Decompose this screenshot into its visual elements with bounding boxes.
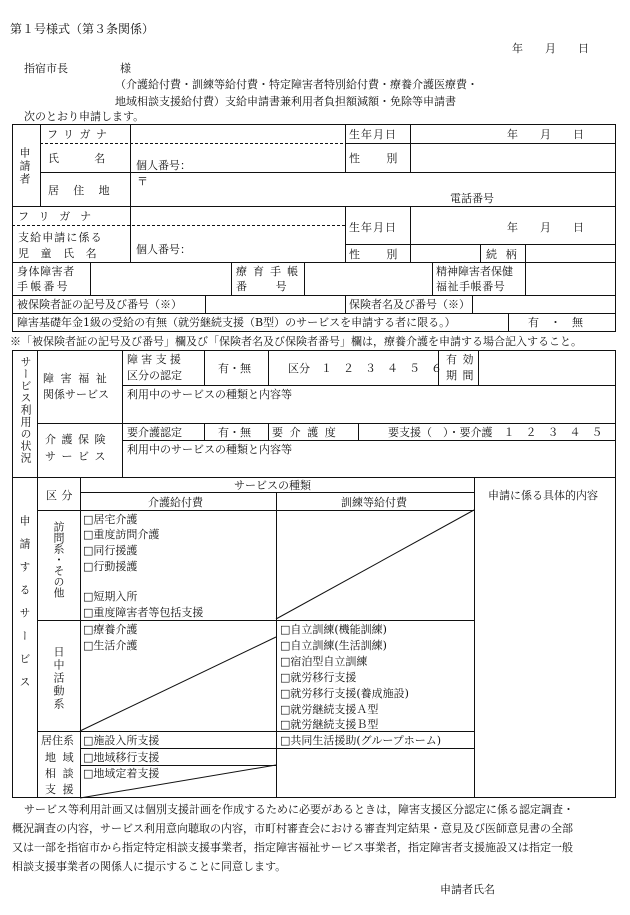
details-header: 申請に係る具体的内容 — [488, 489, 598, 502]
physical-handbook-label-2: 手帳番号 — [17, 280, 70, 293]
applicant-my-number-label: 個人番号： — [136, 159, 191, 172]
child-furigana-label: フリガナ — [18, 210, 102, 223]
support-level-cert-label-1: 障害支援 — [127, 353, 185, 366]
mental-handbook-label-2: 福祉手帳番号 — [436, 280, 506, 293]
nitchu-kunren-keizoku-b[interactable]: □就労継続支援Ｂ型 — [280, 718, 379, 731]
category-header: 区分 — [46, 489, 77, 502]
kyoju-label: 居住系 — [41, 734, 74, 747]
service-type-header: サービスの種類 — [234, 479, 311, 492]
postal-mark: 〒 — [137, 175, 148, 188]
kyoju-item-group-home[interactable]: □共同生活援助(グループホーム) — [280, 734, 442, 747]
valid-period-label-2: 期間 — [446, 369, 479, 382]
form-title-line2: 地域相談支援給付費）支給申請書兼利用者負担額減額・免除等申請書 — [115, 95, 456, 108]
addressee-honorific: 様 — [120, 62, 131, 75]
care-levels[interactable]: 要支援（ ）・要介護 １ ２ ３ ４ ５ — [388, 426, 603, 439]
pension-question: 障害基礎年金1級の受給の有無（就労継続支援（B型）のサービスを申請する者に限る。） — [17, 316, 456, 329]
support-level-cert-label-2: 区分の認定 — [127, 369, 182, 382]
insurer-number-label: 保険者名及び番号（※） — [349, 298, 470, 311]
care-current-services: 利用中のサービスの種類と内容等 — [127, 443, 292, 456]
houmon-item-kyotaku[interactable]: □居宅介護 — [83, 513, 138, 526]
applicant-birthdate-value[interactable]: 年 月 日 — [507, 128, 584, 141]
intro-text: 次のとおり申請します。 — [24, 110, 145, 123]
support-level-yes-no[interactable]: 有・無 — [218, 362, 251, 375]
welfare-service-label-2: 関係サービス — [43, 388, 109, 401]
child-birthdate-label: 生年月日 — [349, 221, 397, 234]
nitchu-item-ryoyo[interactable]: □療養介護 — [83, 623, 138, 636]
child-birthdate-value[interactable]: 年 月 日 — [507, 221, 584, 234]
applicant-birthdate-label: 生年月日 — [349, 128, 397, 141]
child-label-line2: 児童氏名 — [18, 247, 109, 260]
physical-handbook-label-1: 身体障害者 — [17, 265, 75, 278]
chiiki-label-1: 地域 — [45, 751, 81, 764]
valid-period-label-1: 有効 — [446, 353, 479, 366]
usage-section-label: サービス利用の状況 — [19, 356, 32, 464]
kunren-header: 訓練等給付費 — [341, 496, 407, 509]
nitchu-item-seikatsu[interactable]: □生活介護 — [83, 639, 138, 652]
note-text: ※「被保険者証の記号及び番号」欄及び「保険者名及び保険者番号」欄は，療養介護を申請する場合記入すること。 — [10, 335, 582, 348]
kyoju-item-shisetsu[interactable]: □施設入所支援 — [83, 734, 160, 747]
care-insurance-label-2: サービス — [45, 450, 111, 463]
care-cert-label: 要介護認定 — [127, 426, 182, 439]
nitchu-kunren-shukuhaku[interactable]: □宿泊型自立訓練 — [280, 655, 368, 668]
applicant-name-label: 氏名 — [48, 152, 141, 165]
consent-line-1: サービス等利用計画又は個別支援計画を作成するために必要があるときは，障害支援区分認定に係る認定調査・ — [24, 803, 574, 816]
mental-handbook-label-1: 精神障害者保健 — [436, 265, 513, 278]
form-title-line1: （介護給付費・訓練等給付費・特定障害者特別給付費・療養介護医療費・ — [115, 78, 478, 91]
header-date: 年 月 日 — [512, 42, 589, 55]
care-level-label: 要介護度 — [272, 426, 343, 439]
phone-label: 電話番号 — [450, 192, 494, 205]
request-section-label: 申請するサービス — [18, 515, 31, 699]
chiiki-item-iko[interactable]: □地域移行支援 — [83, 751, 160, 764]
support-level-kubun[interactable]: 区分 １ ２ ３ ４ ５ ６ — [288, 362, 442, 375]
houmon-item-doko[interactable]: □同行援護 — [83, 544, 138, 557]
consent-line-3: 又は一部を指宿市から指定特定相談支援事業者，指定障害福祉サービス事業者，指定障害者支援施設又は指定一般 — [12, 841, 573, 854]
ryoiku-handbook-label-2: 番号 — [236, 280, 316, 293]
applicant-address-label: 居住地 — [48, 184, 124, 197]
nitchu-kunren-iko-yosei[interactable]: □就労移行支援(養成施設) — [280, 687, 409, 700]
houmon-item-tanki[interactable]: □短期入所 — [83, 590, 138, 603]
nitchu-kunren-seikatsu[interactable]: □自立訓練(生活訓練) — [280, 639, 387, 652]
care-cert-yes-no[interactable]: 有・無 — [218, 426, 251, 439]
chiiki-label-2: 相談 — [45, 767, 81, 780]
houmon-label: 訪問系・その他 — [52, 521, 65, 598]
pension-answer[interactable]: 有 ・ 無 — [528, 316, 583, 329]
care-insurance-label-1: 介護保険 — [45, 433, 111, 446]
chiiki-label-3: 支援 — [45, 783, 81, 796]
houmon-item-judo[interactable]: □重度訪問介護 — [83, 528, 160, 541]
applicant-furigana-label: フリガナ — [47, 128, 113, 141]
consent-line-2: 概況調査の内容，サービス利用意向聴取の内容，市町村審査会における審査判定結果・意見及び医師意見書の全部 — [12, 822, 573, 835]
chiiki-item-teichaku[interactable]: □地域定着支援 — [83, 767, 160, 780]
houmon-item-hokatsu[interactable]: □重度障害者等包括支援 — [83, 606, 204, 619]
ryoiku-handbook-label-1: 療育手帳 — [236, 265, 305, 278]
applicant-sex-label: 性別 — [349, 152, 424, 165]
child-relation-label: 続柄 — [486, 248, 526, 261]
nitchu-kunren-kino[interactable]: □自立訓練(機能訓練) — [280, 623, 387, 636]
signature-label: 申請者氏名 — [440, 883, 495, 896]
addressee: 指宿市長 — [24, 62, 68, 75]
child-label-line1: 支給申請に係る — [18, 231, 103, 244]
child-sex-label: 性別 — [349, 248, 424, 261]
houmon-item-kodo[interactable]: □行動援護 — [83, 560, 138, 573]
nitchu-kunren-iko[interactable]: □就労移行支援 — [280, 671, 357, 684]
form-number: 第１号様式（第３条関係） — [10, 22, 155, 36]
applicant-section-label: 申請者 — [18, 147, 31, 186]
nitchu-label: 日中活動系 — [52, 646, 65, 711]
kaigo-header: 介護給付費 — [148, 496, 203, 509]
welfare-current-services: 利用中のサービスの種類と内容等 — [127, 388, 292, 401]
nitchu-kunren-keizoku-a[interactable]: □就労継続支援Ａ型 — [280, 703, 379, 716]
consent-line-4: 相談支援事業者の関係人に提示することに同意します。 — [12, 860, 287, 873]
child-my-number-label: 個人番号： — [136, 243, 191, 256]
welfare-service-label-1: 障害福祉 — [43, 372, 114, 385]
insured-card-number-label: 被保険者証の記号及び番号（※） — [17, 298, 182, 311]
